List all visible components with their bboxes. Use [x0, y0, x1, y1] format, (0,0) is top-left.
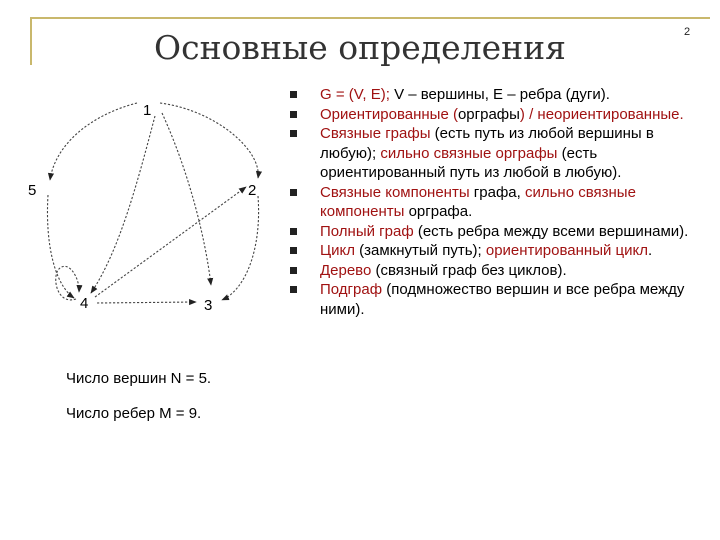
vertex-4: 4	[80, 295, 89, 312]
edge-1-4	[91, 116, 155, 293]
edge-5-4	[47, 195, 74, 298]
vertex-2: 2	[248, 182, 257, 199]
bullet-square-icon	[290, 247, 297, 254]
definition-text-segment: ориентированный цикл	[485, 242, 648, 259]
bullet-square-icon	[290, 130, 297, 137]
bullet-square-icon	[290, 111, 297, 118]
definition-text-segment: .	[647, 242, 653, 259]
definition-text-segment: (замкнутый путь);	[354, 242, 486, 259]
definition-text-segment: (подмножество вершин и все ребра между ними).	[320, 281, 685, 318]
definition-text-segment: орграфы	[457, 105, 520, 123]
definition-text-segment: Цикл	[320, 242, 355, 259]
bullet-square-icon	[290, 267, 297, 274]
vertex-3: 3	[204, 297, 213, 314]
edge-1-2	[160, 103, 258, 178]
definition-item	[290, 124, 710, 183]
definition-text-segment: Связные компоненты	[320, 183, 470, 201]
definition-item	[290, 85, 710, 105]
definition-text-segment: (есть ребра между всеми вершинами).	[413, 222, 689, 240]
title-frame-top-line	[30, 17, 710, 19]
definition-item	[290, 222, 710, 242]
bullet-square-icon	[290, 228, 297, 235]
definition-text-segment: Ориентированные (	[320, 105, 458, 123]
definition-item	[290, 241, 710, 261]
edge-1-3	[162, 113, 211, 285]
edge-4-loop	[56, 266, 79, 300]
edge-4-3	[97, 302, 196, 303]
definition-text-segment: (есть ориентированный путь из любой в любую).	[320, 144, 622, 181]
definition-text-segment: орграфа.	[404, 203, 473, 220]
definition-text-segment: Связные графы	[320, 125, 431, 142]
vertex-count-note: Число вершин N = 5.	[66, 370, 212, 387]
definition-text-segment: Полный граф	[320, 222, 414, 240]
definition-item	[290, 183, 710, 222]
bullet-square-icon	[290, 91, 297, 98]
definition-text-segment: V – вершины, E – ребра (дуги).	[394, 86, 610, 103]
edge-count-note: Число ребер M = 9.	[66, 405, 202, 422]
definition-text-segment: Подграф	[320, 281, 383, 298]
definition-text-segment: сильно связные компоненты	[320, 183, 636, 220]
bullet-square-icon	[290, 189, 297, 196]
definition-text-segment: ) / неориентированные.	[519, 105, 684, 123]
edge-2-3	[222, 196, 259, 300]
page-number: 2	[684, 26, 691, 38]
definition-item	[290, 105, 710, 125]
definition-text-segment: (связный граф без циклов).	[371, 261, 567, 279]
definition-text-segment: сильно связные орграфы	[380, 144, 558, 162]
slide-title: Основные определения	[154, 28, 566, 67]
definition-text-segment: Дерево	[320, 261, 372, 279]
edge-4-2	[95, 187, 246, 297]
definition-text-segment: G = (V, E);	[320, 86, 395, 103]
vertex-1: 1	[143, 102, 152, 119]
edge-1-5	[50, 103, 137, 180]
definition-item	[290, 261, 710, 281]
vertex-5: 5	[28, 182, 37, 199]
definitions-list	[290, 85, 710, 319]
definition-text-segment: (есть путь из любой вершины в любую);	[320, 125, 654, 162]
graph-diagram	[20, 85, 270, 330]
definition-item	[290, 280, 710, 319]
bullet-square-icon	[290, 286, 297, 293]
definition-text-segment: графа,	[469, 183, 525, 201]
